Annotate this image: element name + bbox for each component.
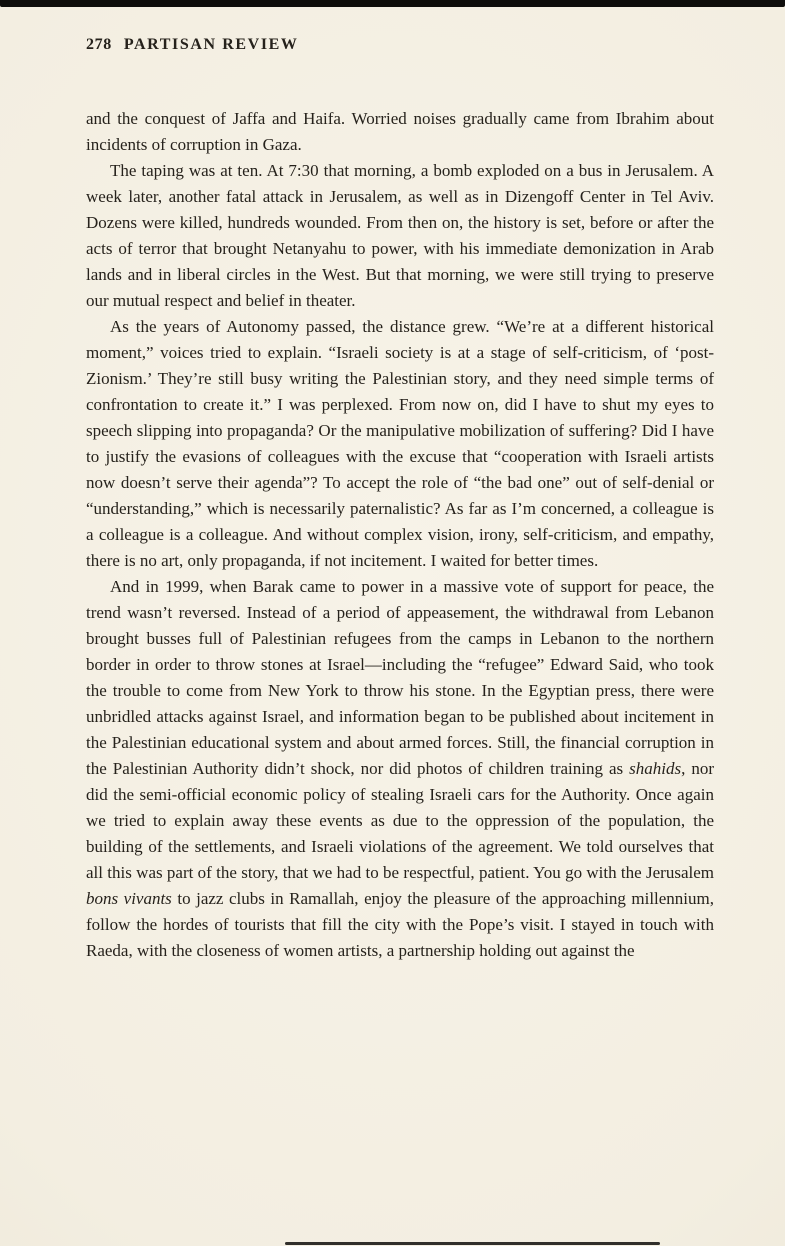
text-run: and the conquest of Jaffa and Haifa. Worried noises gradually came from Ibrahim about incidents of corruption in Gaza. bbox=[86, 109, 714, 154]
text-run: , nor did the semi-official economic policy of stealing Israeli cars for the Authority. Once again we tried to explain away these events as due to the oppression of the population, the building of the settlements, and Israeli violations of the agreement. We told ourselves that all this was part of the story, that we had to be respectful, patient. You go with the Jerusalem bbox=[86, 759, 714, 882]
scan-artifact-top-edge bbox=[0, 0, 785, 7]
paragraph bbox=[86, 106, 714, 158]
paragraph bbox=[86, 314, 714, 574]
running-header bbox=[86, 36, 299, 54]
italic-term: shahids bbox=[629, 759, 682, 778]
body-text bbox=[86, 106, 714, 964]
text-run: And in 1999, when Barak came to power in a massive vote of support for peace, the trend wasn’t reversed. Instead of a period of appeasement, the withdrawal from Lebanon brought busses full of Palestinian refugees from the camps in Lebanon to the northern border in order to throw stones at Israel—including the “refugee” Edward Said, who took the trouble to come from New York to throw his stone. In the Egyptian press, there were unbridled attacks against Israel, and information began to be published about incitement in the Palestinian educational system and about armed forces. Still, the financial corruption in the Palestinian Authority didn’t shock, nor did photos of children training as bbox=[86, 577, 714, 778]
journal-title: PARTISAN REVIEW bbox=[123, 36, 299, 53]
scan-artifact-bottom-edge bbox=[285, 1242, 660, 1245]
paragraph bbox=[86, 158, 714, 314]
text-run: The taping was at ten. At 7:30 that morning, a bomb exploded on a bus in Jerusalem. A week later, another fatal attack in Jerusalem, as well as in Dizengoff Center in Tel Aviv. Dozens were killed, hundreds wounded. From then on, the history is set, before or after the acts of terror that brought Netanyahu to power, with his immediate demonization in Arab lands and in liberal circles in the West. But that morning, we were still trying to preserve our mutual respect and belief in theater. bbox=[86, 161, 714, 310]
italic-term: bons vivants bbox=[86, 889, 172, 908]
text-run: As the years of Autonomy passed, the distance grew. “We’re at a different historical moment,” voices tried to explain. “Israeli society is at a stage of self-criticism, of ‘post-Zionism.’ They’re still busy writing the Palestinian story, and they need simple terms of confrontation to create it.” I was perplexed. From now on, did I have to shut my eyes to speech slipping into propaganda? Or the manipulative mobilization of suffering? Did I have to justify the evasions of colleagues with the excuse that “cooperation with Israeli artists now doesn’t serve their agenda”? To accept the role of “the bad one” out of self-denial or “understanding,” which is necessarily paternalistic? As far as I’m concerned, a colleague is a colleague is a colleague. And without complex vision, irony, self-criticism, and empathy, there is no art, only propaganda, if not incitement. I waited for better times. bbox=[86, 317, 714, 570]
page-number: 278 bbox=[86, 36, 112, 53]
paragraph bbox=[86, 574, 714, 964]
text-run: to jazz clubs in Ramallah, enjoy the pleasure of the approaching millennium, follow the hordes of tourists that fill the city with the Pope’s visit. I stayed in touch with Raeda, with the closeness of women artists, a partnership holding out against the bbox=[86, 889, 715, 960]
